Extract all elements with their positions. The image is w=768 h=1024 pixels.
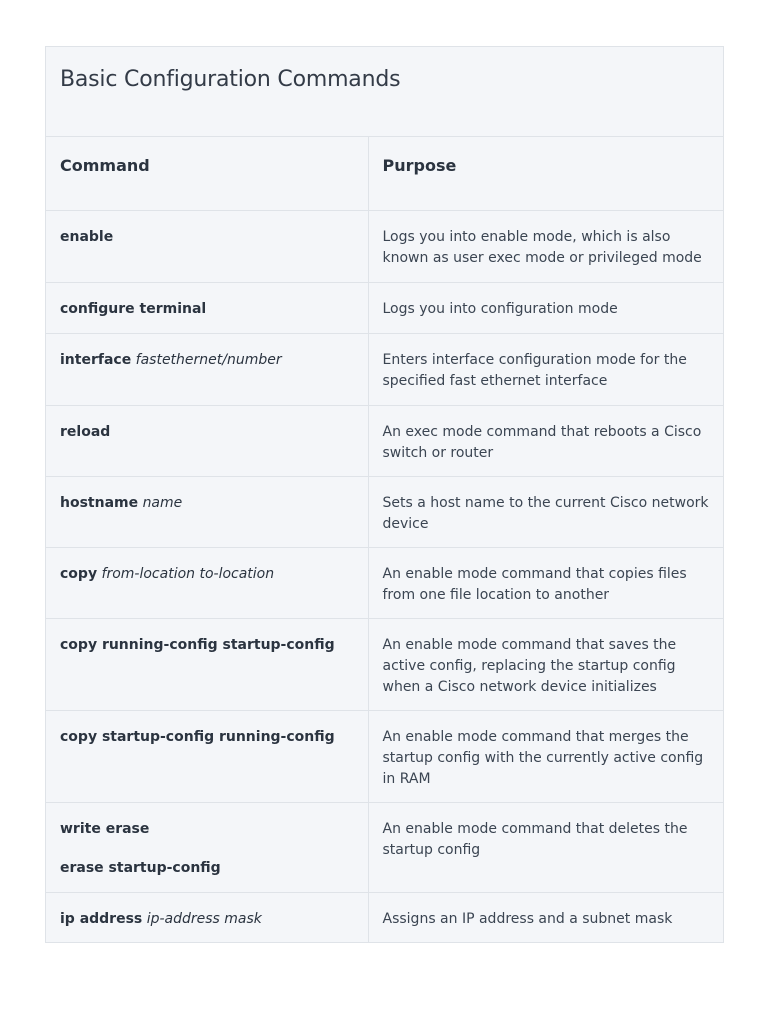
command-name: enable [60,228,114,245]
command-cell [46,618,368,710]
command-cell [46,892,368,942]
command-name: copy running-config startup-config [60,636,335,653]
commands-table [45,46,724,943]
purpose-cell: An exec mode command that reboots a Cisco switch or router [368,405,723,476]
header-row [46,137,723,210]
purpose-cell: Assigns an IP address and a subnet mask [368,892,723,942]
command-cell [46,476,368,547]
table-row [46,710,723,802]
commands-grid [46,137,723,942]
purpose-cell: An enable mode command that copies files from one file location to another [368,547,723,618]
purpose-cell: An enable mode command that deletes the startup config [368,802,723,892]
table-row [46,476,723,547]
purpose-cell: An enable mode command that saves the active config, replacing the startup config when a Cisco network device initializes [368,618,723,710]
purpose-cell: Enters interface configuration mode for the specified fast ethernet interface [368,333,723,405]
command-name: interface [60,351,132,368]
command-argument: ip-address mask [146,910,262,927]
command-argument: from-location to-location [101,565,275,582]
purpose-cell: Logs you into configuration mode [368,282,723,333]
command-name: copy [60,565,98,582]
table-row [46,892,723,942]
table-row [46,333,723,405]
header-purpose: Purpose [368,137,723,210]
command-name: write erase [60,820,150,837]
command-name: hostname [60,494,139,511]
purpose-cell: An enable mode command that merges the startup config with the currently active config in RAM [368,710,723,802]
command-name: ip address [60,910,143,927]
table-row [46,210,723,282]
command-cell [46,333,368,405]
command-argument: name [142,494,183,511]
command-cell [46,710,368,802]
command-argument: fastethernet/number [135,351,282,368]
command-cell [46,802,368,892]
table-row [46,405,723,476]
command-cell [46,405,368,476]
table-row [46,802,723,892]
command-cell [46,210,368,282]
command-name: configure terminal [60,300,207,317]
command-name: copy startup-config running-config [60,728,335,745]
command-name-line2: erase startup-config [60,859,221,876]
command-name: reload [60,423,111,440]
command-cell [46,282,368,333]
purpose-cell: Sets a host name to the current Cisco network device [368,476,723,547]
command-cell [46,547,368,618]
purpose-cell: Logs you into enable mode, which is also known as user exec mode or privileged mode [368,210,723,282]
header-command: Command [46,137,368,210]
table-title: Basic Configuration Commands [46,47,723,137]
table-row [46,547,723,618]
table-row [46,618,723,710]
table-row [46,282,723,333]
